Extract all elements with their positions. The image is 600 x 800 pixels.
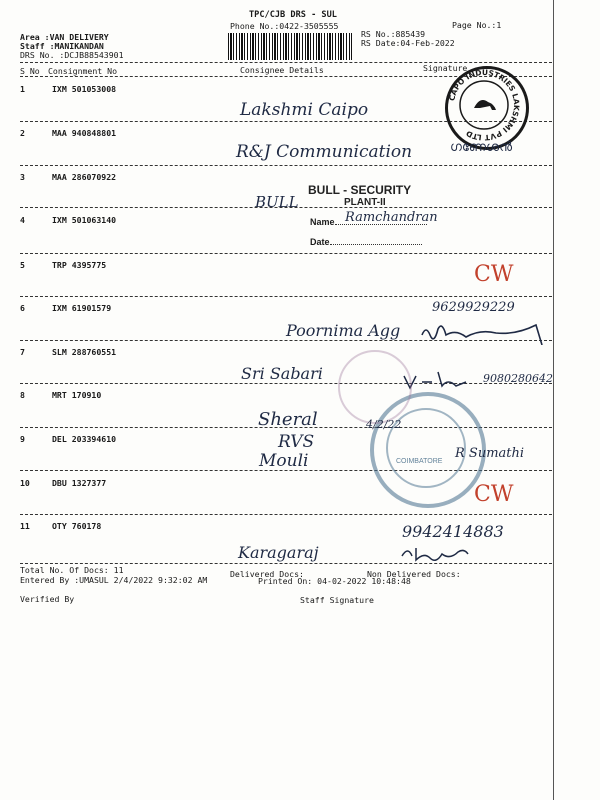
handwritten-signature-2: ഗണേശൻ	[450, 140, 513, 155]
area-label: Area :VAN DELIVERY	[20, 32, 109, 42]
row-consignment: TRP 4395775	[52, 260, 107, 270]
row-consignment: MAA 940848801	[52, 128, 117, 138]
barcode-image	[228, 33, 352, 60]
document-title: TPC/CJB DRS - SUL	[249, 10, 337, 20]
row-consignment: DEL 203394610	[52, 434, 117, 444]
row-sno: 9	[20, 434, 25, 444]
bull-stamp-date-line	[310, 237, 422, 247]
handwritten-consignee-7: Poornima Agg	[286, 321, 401, 340]
handwritten-consignee-1: Lakshmi Caipo	[240, 100, 369, 120]
signature-scribble-7	[418, 315, 558, 345]
signature-scribble-8	[400, 370, 490, 394]
handwritten-phone-11: 9942414883	[402, 522, 504, 541]
row-sno: 6	[20, 303, 25, 313]
handwritten-consignee-9a: Sheral	[258, 409, 318, 430]
row-divider	[20, 296, 552, 297]
col-consignment-header: Consignment No	[48, 66, 118, 76]
header-divider	[20, 62, 552, 63]
row-divider	[20, 253, 552, 254]
capo-seal-stamp	[445, 66, 529, 150]
bull-stamp-name-label: Name	[310, 217, 335, 227]
row-sno: 2	[20, 128, 25, 138]
row-consignment: MRT 170910	[52, 390, 102, 400]
col-signature-header: Signature	[423, 63, 468, 73]
handwritten-cw-mark-5: CW	[474, 262, 514, 287]
entered-by: Entered By :UMASUL 2/4/2022 9:32:02 AM	[20, 575, 208, 585]
row-consignment: IXM 501063140	[52, 215, 117, 225]
row-consignment: SLM 288760551	[52, 347, 117, 357]
handwritten-consignee-2: R&J Communication	[236, 142, 413, 162]
round-stamp-text: COIMBATORE	[396, 458, 443, 465]
printed-on: Printed On: 04-02-2022 10:48:48	[258, 576, 411, 586]
page-number: Page No.:1	[452, 20, 502, 30]
row-sno: 11	[20, 521, 30, 531]
verified-by-label: Verified By	[20, 594, 75, 604]
rs-number: RS No.:885439	[361, 29, 426, 39]
handwritten-consignee-11: Karagaraj	[238, 543, 319, 562]
bull-stamp-plant: PLANT-II	[344, 197, 386, 208]
row-consignment: MAA 286070922	[52, 172, 117, 182]
total-docs: Total No. Of Docs: 11	[20, 565, 124, 575]
row-consignment: DBU 1327377	[52, 478, 107, 488]
bull-security-stamp	[308, 183, 448, 208]
handwritten-consignee-8: Sri Sabari	[241, 364, 323, 383]
capo-seal-text	[445, 66, 523, 144]
faded-round-stamp	[338, 350, 412, 424]
page-border-line	[553, 0, 554, 800]
row-sno: 1	[20, 84, 25, 94]
row-sno: 7	[20, 347, 25, 357]
row-sno: 4	[20, 215, 25, 225]
row-sno: 8	[20, 390, 25, 400]
row-consignment: OTY 760178	[52, 521, 102, 531]
handwritten-consignee-9c: Mouli	[259, 451, 309, 471]
handwritten-name: Ramchandran	[345, 210, 438, 225]
staff-signature-label: Staff Signature	[300, 595, 374, 605]
handwritten-date: 4/2/22	[366, 418, 402, 431]
row-consignment: IXM 501053008	[52, 84, 117, 94]
handwritten-phone-8: 9080280642	[483, 372, 553, 385]
handwritten-signature-9: R Sumathi	[455, 446, 525, 461]
drs-number: DRS No. :DCJB88543901	[20, 50, 124, 60]
phone-number: Phone No.:0422-3505555	[230, 21, 339, 31]
delivered-docs: Delivered Docs:	[230, 569, 304, 579]
handwritten-phone-6: 9629929229	[432, 300, 515, 315]
row-sno: 3	[20, 172, 25, 182]
col-sno-header: S No	[20, 66, 40, 76]
bull-stamp-date-label: Date	[310, 237, 330, 247]
handwritten-consignee-9b: RVS	[278, 432, 315, 452]
signature-scribble-11	[398, 542, 488, 566]
col-consignee-header: Consignee Details	[240, 65, 324, 75]
handwritten-cw-mark-10: CW	[474, 482, 514, 507]
svg-text:CAPO INDUSTRIES LAKSHMI PVT LT: CAPO INDUSTRIES LAKSHMI PVT LTD	[447, 67, 522, 143]
rs-date: RS Date:04-Feb-2022	[361, 38, 455, 48]
staff-label: Staff :MANIKANDAN	[20, 41, 104, 51]
row-divider	[20, 165, 552, 166]
row-consignment: IXM 61901579	[52, 303, 112, 313]
row-divider	[20, 514, 552, 515]
row-sno: 10	[20, 478, 30, 488]
handwritten-bull: BULL	[255, 193, 299, 211]
non-delivered-docs: Non Delivered Docs:	[367, 569, 461, 579]
bull-stamp-title: BULL - SECURITY	[308, 183, 412, 197]
row-sno: 5	[20, 260, 25, 270]
